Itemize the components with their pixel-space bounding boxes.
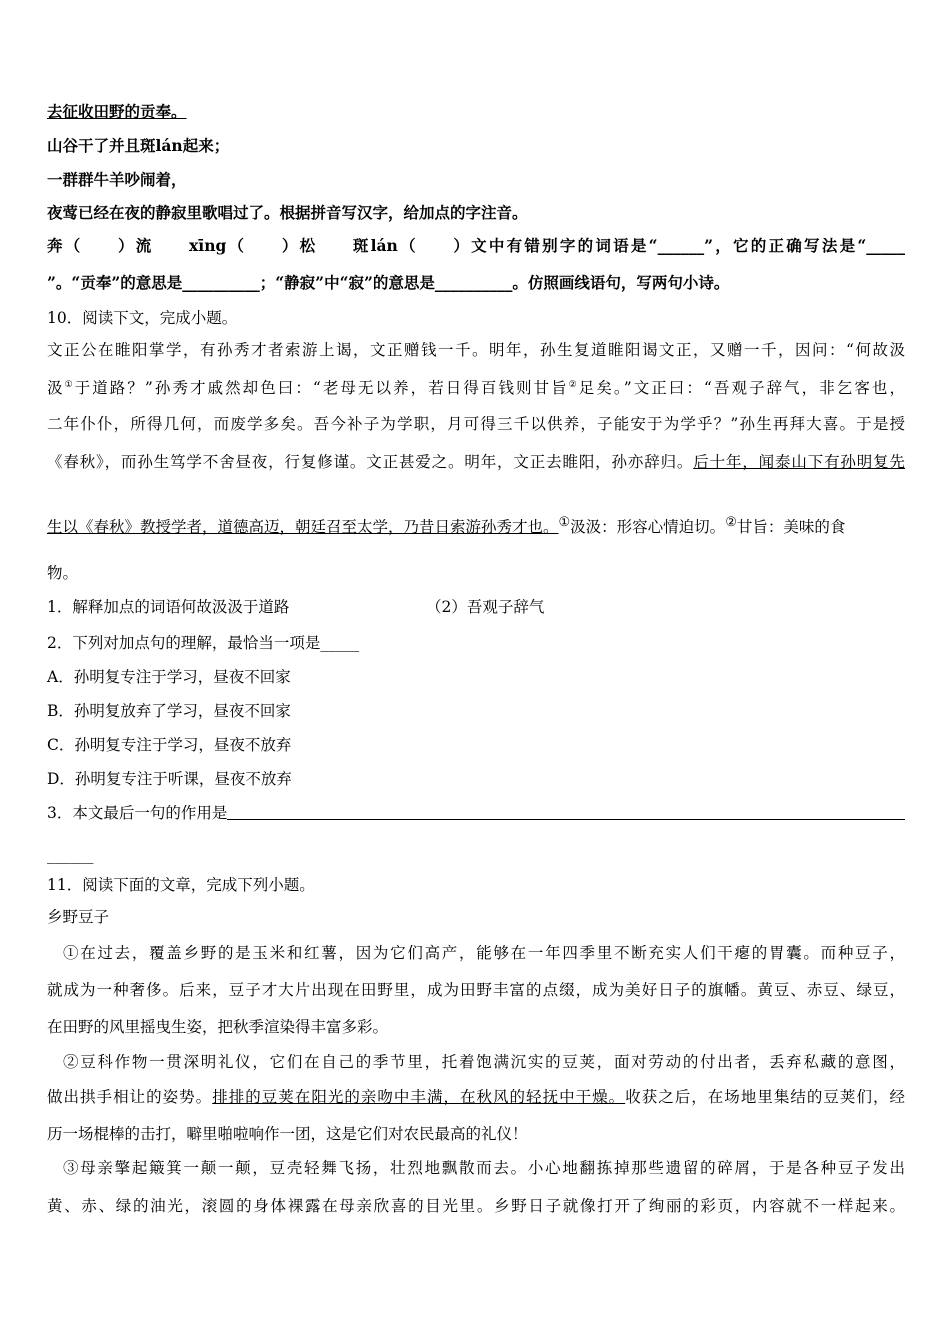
q10-sub-2: 2．下列对加点句的理解，最恰当一项是_____ xyxy=(47,634,360,652)
q10-sub-1 xyxy=(47,596,905,618)
poem-line-3: 一群群牛羊吵闹着， xyxy=(47,170,187,189)
q10-passage-line: 二年仆仆，所得几何，而废学多矣。吾今补子为学职，月可得三千以供养，子能安于为学乎？”孙生再拜大喜。于是授 xyxy=(47,415,905,433)
underlined-sentence: 排排的豆荚在阳光的亲吻中丰满，在秋风的轻抚中干燥。 xyxy=(212,1088,626,1106)
answer-blank xyxy=(227,802,905,820)
footnote-mark: ② xyxy=(725,515,737,530)
text: 3．本文最后一句的作用是 xyxy=(47,804,228,822)
option-c: C．孙明复专注于学习，昼夜不放弃 xyxy=(47,736,292,754)
article-line: 就成为一种奢侈。后来，豆子才大片出现在田野里，成为田野丰富的点缀，成为美好日子的旗幡。黄豆、赤豆、绿豆， xyxy=(47,981,905,999)
q10-passage-line xyxy=(47,374,905,399)
article-line: 历一场棍棒的击打，噼里啪啦响作一团，这是它们对农民最高的礼仪！ xyxy=(47,1125,528,1143)
text: 收获之后，在场地里集结的豆荚们，经 xyxy=(625,1088,905,1106)
q10-passage-line: 物。 xyxy=(47,564,79,582)
article-line: 黄、赤、绿的油光，滚圆的身体裸露在母亲欣喜的目光里。乡野日子就像打开了绚丽的彩页，内容就不一样起来。 xyxy=(47,1197,905,1215)
text: 汲 xyxy=(47,379,65,398)
article-line: ①在过去，覆盖乡野的是玉米和红薯，因为它们高产，能够在一年四季里不断充实人们干瘪的胃囊。而种豆子， xyxy=(63,944,905,962)
q11-heading: 11．阅读下面的文章，完成下列小题。 xyxy=(47,876,315,894)
poem-line-2: 山谷干了并且斑lán起来； xyxy=(47,136,230,155)
q10-passage-line: 文正公在睢阳掌学，有孙秀才者索游上谒，文正赠钱一千。明年，孙生复道睢阳谒文正，又赠一千，因问：“何故汲 xyxy=(47,341,905,359)
poem-line-4: 夜莺已经在夜的静寂里歌唱过了。根据拼音写汉字，给加点的字注音。 xyxy=(47,203,528,222)
poem-question-line-2: ”。“贡奉”的意思是__________；“静寂”中“寂”的意思是__________。仿照画线语句，写两句小诗。 xyxy=(47,273,730,292)
q10-heading: 10．阅读下文，完成小题。 xyxy=(47,309,238,327)
article-line: ②豆科作物一贯深明礼仪，它们在自己的季节里，托着饱满沉实的豆荚，面对劳动的付出者，丢弃私藏的意图， xyxy=(63,1053,905,1071)
footnote-mark: ① xyxy=(558,515,571,530)
article-line xyxy=(47,1086,905,1108)
text: （2）吾观子辞气 xyxy=(426,598,545,616)
underlined-sentence: 生以《春秋》教授学者，道德高迈，朝廷召至太学，乃昔日索游孙秀才也。 xyxy=(47,518,559,537)
option-a: A．孙明复专注于学习，昼夜不回家 xyxy=(47,668,291,686)
q10-sub-3 xyxy=(47,802,905,824)
poem-question-line-1: 奔（ ）流 xīng（ ）松 斑lán（ ）文中有错别字的词语是“______”，它的正确写法是“_____ xyxy=(47,236,905,255)
footnote-2: 甘旨：美味的食 xyxy=(736,518,846,537)
footnote-mark: ② xyxy=(568,380,579,390)
text: 1．解释加点的词语何故汲汲于道路 xyxy=(47,598,290,616)
text: 《春秋》，而孙生笃学不舍昼夜，行复修谨。文正甚爱之。明年，文正去睢阳，孙亦辞归。 xyxy=(47,453,694,471)
underlined-sentence: 后十年，闻泰山下有孙明复先 xyxy=(693,453,905,471)
option-d: D．孙明复专注于听课，昼夜不放弃 xyxy=(47,770,292,788)
text: 做出拱手相让的姿势。 xyxy=(47,1088,213,1106)
article-line: ③母亲擎起簸箕一颠一颠，豆壳轻舞飞扬，壮烈地飘散而去。小心地翻拣掉那些遗留的碎屑，于是各种豆子发出 xyxy=(63,1159,905,1177)
q10-passage-line xyxy=(47,512,905,538)
text: 于道路？”孙秀才戚然却色曰：“老母无以养，若日得百钱则甘旨 xyxy=(74,379,569,398)
answer-blank-cont: ______ xyxy=(47,846,94,864)
text: 足矣。”文正曰：“吾观子辞气，非乞客也， xyxy=(578,379,905,398)
option-b: B．孙明复放弃了学习，昼夜不回家 xyxy=(47,702,291,720)
footnote-mark: ① xyxy=(64,380,75,390)
footnote-1: 汲汲：形容心情迫切。 xyxy=(570,518,726,537)
q10-passage-line xyxy=(47,451,905,473)
article-title: 乡野豆子 xyxy=(47,908,110,926)
poem-line-1: 去征收田野的贡奉。 xyxy=(47,102,187,121)
article-line: 在田野的风里摇曳生姿，把秋季渲染得丰富多彩。 xyxy=(47,1018,389,1036)
